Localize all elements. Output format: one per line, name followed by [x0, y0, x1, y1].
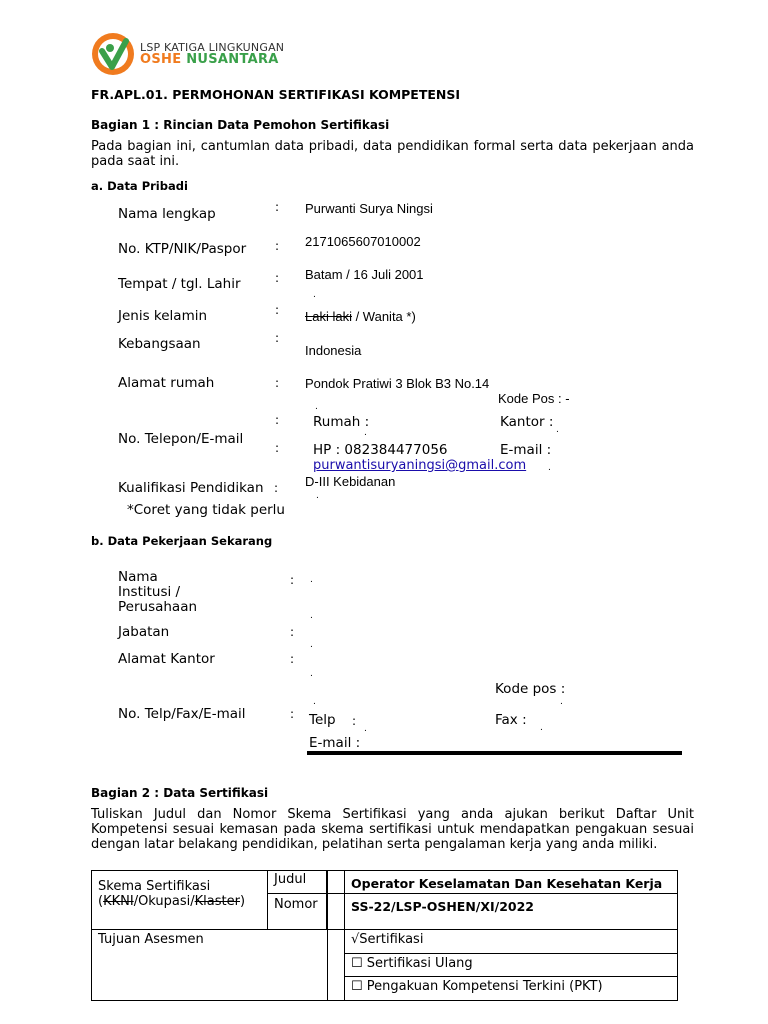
nama-label: Nama lengkap [118, 206, 216, 222]
judul-label: Judul [268, 871, 328, 894]
jenis-kelamin-value[interactable]: Laki laki / Wanita *) [305, 309, 416, 324]
placeholder-dot: . [310, 640, 313, 650]
colon: : [274, 481, 279, 495]
colon: : [290, 707, 295, 721]
form-title: FR.APL.01. PERMOHONAN SERTIFIKASI KOMPETENSI [91, 87, 461, 102]
placeholder-dot: . [556, 425, 559, 435]
nama-institusi-label: Nama Institusi / Perusahaan [118, 569, 198, 615]
placeholder-dot: . [310, 669, 313, 679]
colon: : [275, 200, 280, 214]
tujuan-asesmen-label: Tujuan Asesmen [92, 930, 328, 1001]
logo-line1: LSP KATIGA LINGKUNGAN [140, 41, 285, 54]
bagian1-intro: Pada bagian ini, cantumlan data pribadi, data pendidikan formal serta data pekerjaan anda pada saat ini. [91, 139, 694, 169]
ttl-value[interactable]: Batam / 16 Juli 2001 [305, 267, 424, 282]
colon: : [275, 239, 280, 253]
placeholder-dot: . [548, 463, 551, 473]
ttl-label: Tempat / tgl. Lahir [118, 276, 241, 292]
kualifikasi-label: Kualifikasi Pendidikan [118, 480, 264, 496]
opt-pkt[interactable]: ☐ Pengakuan Kompetensi Terkini (PKT) [345, 977, 678, 1001]
hp-value[interactable]: HP : 082384477056 [313, 442, 448, 458]
kebangsaan-value[interactable]: Indonesia [305, 343, 362, 358]
telp-label: Telp [309, 712, 336, 728]
colon: : [352, 714, 357, 728]
placeholder-dot: . [364, 724, 367, 734]
alamat-value[interactable]: Pondok Pratiwi 3 Blok B3 No.14 [305, 376, 490, 391]
alamat-label: Alamat rumah [118, 375, 215, 391]
colon: : [290, 652, 295, 666]
placeholder-dot: . [313, 290, 316, 300]
oshe-logo-icon [90, 31, 136, 77]
placeholder-dot: . [310, 611, 313, 621]
data-pekerjaan-heading: b. Data Pekerjaan Sekarang [91, 534, 273, 548]
colon: : [275, 303, 280, 317]
kodepos-kantor-label: Kode pos : [495, 681, 566, 697]
kodepos-label: Kode Pos : - [498, 391, 570, 406]
telepon-label: No. Telepon/E-mail [118, 431, 244, 447]
ktp-label: No. KTP/NIK/Paspor [118, 241, 247, 257]
colon: : [275, 271, 280, 285]
judul-value: Operator Keselamatan Dan Kesehatan Kerja [345, 871, 678, 894]
jabatan-label: Jabatan [118, 624, 170, 640]
kebangsaan-label: Kebangsaan [118, 336, 201, 352]
opt-sertifikasi-ulang[interactable]: ☐ Sertifikasi Ulang [345, 953, 678, 977]
kantor-label: Kantor : [500, 414, 554, 430]
placeholder-dot: . [313, 697, 316, 707]
data-pribadi-heading: a. Data Pribadi [91, 179, 188, 193]
colon: : [275, 441, 280, 455]
jenis-kelamin-label: Jenis kelamin [118, 308, 208, 324]
bagian2-intro: Tuliskan Judul dan Nomor Skema Sertifikasi yang anda ajukan berikut Daftar Unit Kompetensi sesuai kemasan pada skema sertifikasi untuk mendapatkan pengakuan sesuai dengan latar belakang pendidikan, pelatihan serta pengalaman kerja yang anda miliki. [91, 807, 694, 852]
fax-label: Fax : [495, 712, 527, 728]
ktp-value[interactable]: 2171065607010002 [305, 234, 421, 249]
logo-line2: OSHE NUSANTARA [140, 52, 279, 67]
colon: : [290, 625, 295, 639]
bagian1-heading: Bagian 1 : Rincian Data Pemohon Sertifikasi [91, 118, 390, 132]
telp-fax-email-label: No. Telp/Fax/E-mail [118, 706, 246, 722]
colon: : [275, 376, 280, 390]
nomor-value: SS-22/LSP-OSHEN/XI/2022 [345, 894, 678, 930]
colon: : [275, 331, 280, 345]
rumah-label: Rumah : [313, 414, 370, 430]
sertifikasi-table [91, 870, 678, 1001]
alamat-kantor-label: Alamat Kantor [118, 651, 215, 667]
placeholder-dot: . [560, 697, 563, 707]
placeholder-dot: . [364, 428, 367, 438]
skema-label-cell: Skema Sertifikasi (KKNI/Okupasi/Klaster) [92, 871, 268, 930]
placeholder-dot: . [540, 723, 543, 733]
email-label: E-mail : [500, 442, 552, 458]
colon: : [290, 573, 295, 587]
nomor-label: Nomor [268, 894, 328, 930]
email-kantor-label: E-mail : [309, 735, 361, 751]
bagian2-heading: Bagian 2 : Data Sertifikasi [91, 786, 269, 800]
email-link[interactable]: purwantisuryaningsi@gmail.com [313, 458, 527, 473]
colon: : [275, 413, 280, 427]
placeholder-dot: . [310, 575, 313, 585]
nama-value[interactable]: Purwanti Surya Ningsi [305, 201, 433, 216]
opt-sertifikasi[interactable]: √Sertifikasi [345, 930, 678, 954]
placeholder-dot: . [315, 402, 318, 412]
divider-line [307, 751, 682, 755]
kualifikasi-value[interactable]: D-III Kebidanan [305, 474, 396, 489]
coret-note: *Coret yang tidak perlu [127, 502, 285, 518]
placeholder-dot: . [316, 491, 319, 501]
